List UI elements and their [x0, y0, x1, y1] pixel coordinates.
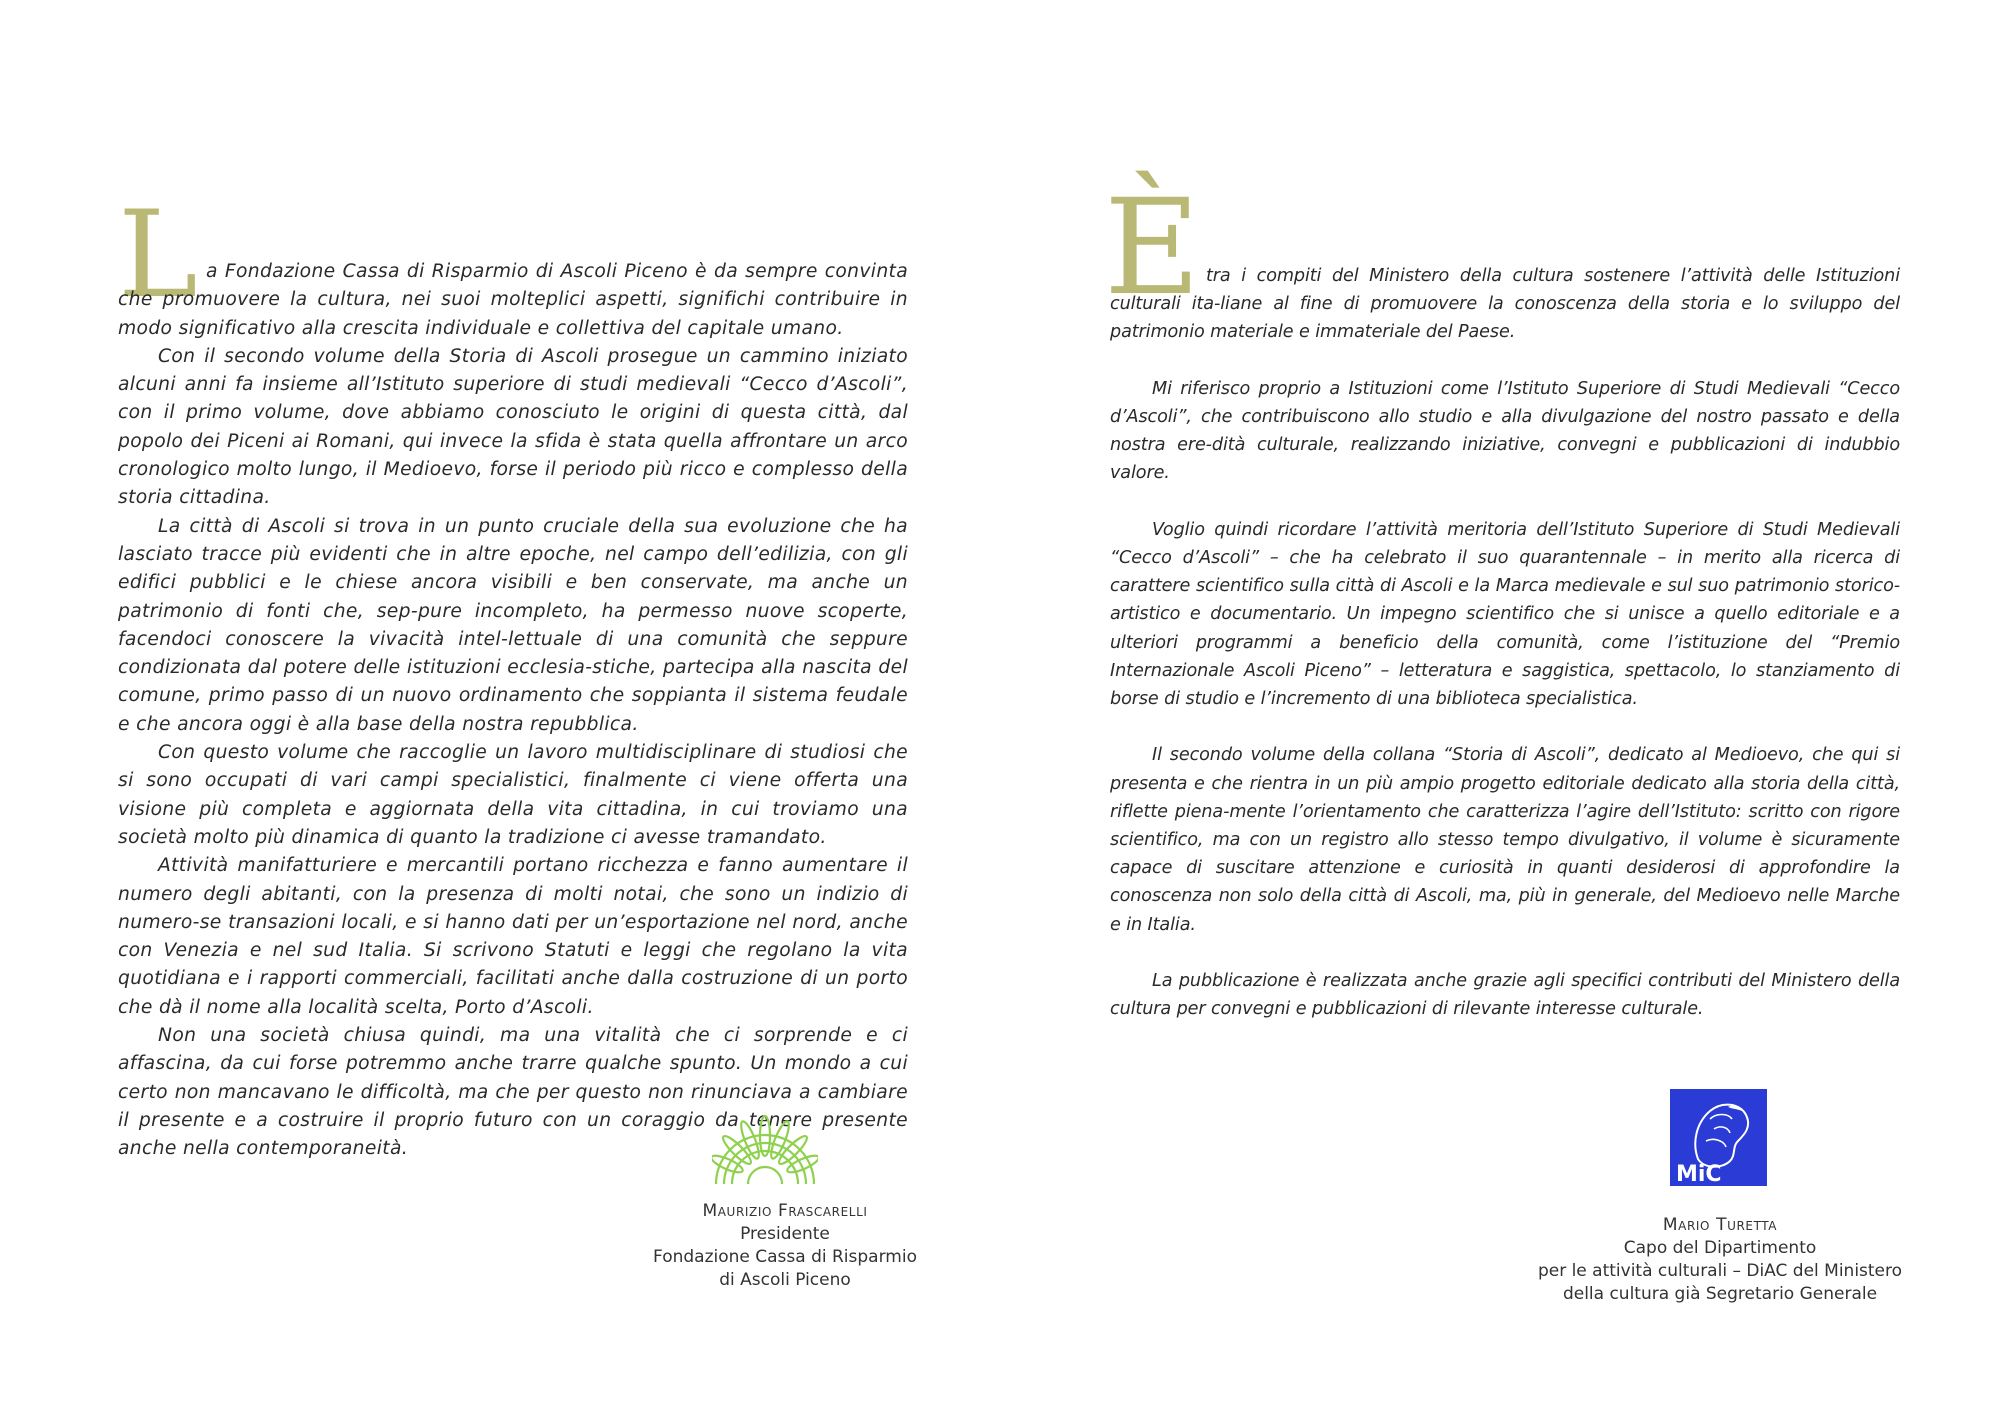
signatory-org-line2: di Ascoli Piceno	[719, 1270, 851, 1290]
left-body-text	[118, 258, 908, 1164]
right-paragraph-4: Il secondo volume della collana “Storia di Ascoli”, dedicato al Medioevo, che qui si presenta e che rientra in un più ampio progetto editoriale dedicato alla storia della città, riflette piena-mente l’orientamento che caratterizza l’agire dell’Istituto: scritto con rigore scientifico, ma con un registro allo stesso tempo divulgativo, il volume è sicuramente capace di suscitare attenzione e curiosità in quanti desiderosi di approfondire la conoscenza non solo della città di Ascoli, ma, più in generale, del Medioevo nelle Marche e in Italia.	[1110, 745, 1900, 935]
fondazione-logo-icon	[712, 1112, 818, 1192]
right-paragraph-3: Voglio quindi ricordare l’attività meritoria dell’Istituto Superiore di Studi Medievali “Cecco d’Ascoli” – che ha celebrato il suo quarantennale – in merito alla ricerca di carattere scientifico sulla città di Ascoli e la Marca medievale e sul suo patrimonio storico-artistico e documentario. Un impegno scientifico che si unisce a quello editoriale e a ulteriori programmi a beneficio della comunità, come l’istituzione del “Premio Internazionale Ascoli Piceno” – letteratura e saggistica, spettacolo, lo stanziamento di borse di studio e l’incremento di una biblioteca specialistica.	[1110, 519, 1900, 710]
signatory-title-line1: Capo del Dipartimento	[1623, 1238, 1817, 1258]
dropcap-e: È	[1104, 171, 1201, 325]
left-signature	[640, 1200, 930, 1292]
left-paragraph-4: Con questo volume che raccoglie un lavoro multidisciplinare di studiosi che si sono occupati di vari campi specialistici, finalmente ci viene offerta una visione più completa e aggiornata della vita cittadina, in cui troviamo una società molto più dinamica di quanto la tradizione ci avesse tramandato.	[118, 742, 908, 848]
mic-logo-icon	[1670, 1089, 1767, 1186]
left-paragraph-1: a Fondazione Cassa di Risparmio di Ascoli Piceno è da sempre convinta che promuovere la cultura, nei suoi molteplici aspetti, significhi contribuire in modo significativo alla crescita individuale e collettiva del capitale umano.	[118, 261, 908, 339]
signatory-title-line2: per le attività culturali – DiAC del Ministero	[1537, 1261, 1903, 1281]
left-paragraph-2: Con il secondo volume della Storia di Ascoli prosegue un cammino iniziato alcuni anni fa insieme all’Istituto superiore di studi medievali “Cecco d’Ascoli”, con il primo volume, dove abbiamo conosciuto le origini di questa città, dal popolo dei Piceni ai Romani, qui invece la sfida è stata quella affrontare un arco cronologico molto lungo, il Medioevo, forse il periodo più ricco e complesso della storia cittadina.	[118, 345, 908, 509]
signatory-title-line3: della cultura già Segretario Generale	[1562, 1284, 1878, 1304]
signatory-role: Presidente	[740, 1224, 830, 1244]
signatory-name: Maurizio Frascarelli	[702, 1201, 868, 1221]
right-paragraph-1: tra i compiti del Ministero della cultura sostenere l’attività delle Istituzioni culturali ita-liane al fine di promuovere la conoscenza della storia e lo sviluppo del patrimonio materiale e immateriale del Paese.	[1110, 266, 1900, 343]
signatory-org-line1: Fondazione Cassa di Risparmio	[653, 1247, 917, 1267]
right-signature	[1520, 1214, 1920, 1306]
dropcap-l: L	[118, 186, 198, 325]
right-paragraph-2: Mi riferisco proprio a Istituzioni come l’Istituto Superiore di Studi Medievali “Cecco d’Ascoli”, che contribuiscono allo studio e alla divulgazione del nostro passato e della nostra ere-dità culturale, realizzando iniziative, convegni e pubblicazioni di indubbio valore.	[1110, 378, 1900, 484]
signatory-name: Mario Turetta	[1662, 1215, 1778, 1235]
mic-logo-text: MiC	[1676, 1162, 1722, 1186]
right-body-text	[1110, 262, 1900, 1052]
left-paragraph-6: Non una società chiusa quindi, ma una vitalità che ci sorprende e ci affascina, da cui forse potremmo anche trarre qualche spunto. Un mondo a cui certo non mancavano le difficoltà, ma che per questo non rinunciava a cambiare il presente e a costruire il proprio futuro con un coraggio da tenere presente anche nella contemporaneità.	[118, 1025, 908, 1160]
left-paragraph-5: Attività manifatturiere e mercantili portano ricchezza e fanno aumentare il numero degli abitanti, con la presenza di molti notai, che sono un indizio di numero-se transazioni locali, e si hanno dati per un’esportazione nel nord, anche con Venezia e nel sud Italia. Si scrivono Statuti e leggi che regolano la vita quotidiana e i rapporti commerciali, facilitati anche dalla costruzione di un porto che dà il nome alla località scelta, Porto d’Ascoli.	[118, 855, 908, 1018]
right-paragraph-5: La pubblicazione è realizzata anche grazie agli specifici contributi del Ministero della cultura per convegni e pubblicazioni di rilevante interesse culturale.	[1110, 971, 1900, 1020]
left-paragraph-3: La città di Ascoli si trova in un punto cruciale della sua evoluzione che ha lasciato tracce più evidenti che in altre epoche, nel campo dell’edilizia, con gli edifici pubblici e le chiese ancora visibili e ben conservate, ma anche un patrimonio di fonti che, sep-pure incompleto, ha permesso nuove scoperte, facendoci conoscere la vivacità intel-lettuale di una comunità che seppure condizionata dal potere delle istituzioni ecclesia-stiche, partecipa alla nascita del comune, primo passo di un nuovo ordinamento che soppianta il sistema feudale e che ancora oggi è alla base della nostra repubblica.	[118, 515, 908, 735]
mic-emblem-icon	[1670, 1089, 1767, 1186]
